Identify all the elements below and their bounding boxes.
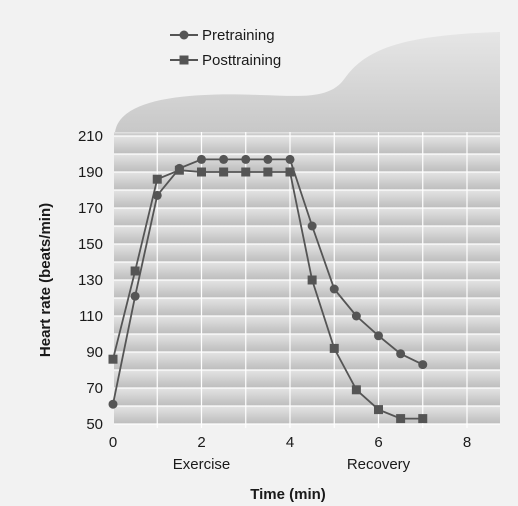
pretraining-point xyxy=(241,155,250,164)
pretraining-point xyxy=(396,349,405,358)
x-tick-label: 6 xyxy=(374,434,383,451)
pretraining-point xyxy=(219,155,228,164)
y-tick-label: 130 xyxy=(77,272,103,289)
y-tick-label: 150 xyxy=(77,236,103,253)
pretraining-point xyxy=(286,155,295,164)
x-tick-label: 0 xyxy=(108,434,118,451)
plot-band xyxy=(114,136,500,154)
y-tick-label: 190 xyxy=(77,164,103,181)
posttraining-point xyxy=(352,385,361,394)
y-tick-label: 210 xyxy=(77,128,103,145)
plot-band xyxy=(114,406,500,424)
posttraining-point xyxy=(109,355,118,364)
pretraining-point xyxy=(418,360,427,369)
x-tick-label: 2 xyxy=(197,434,206,451)
legend-posttraining-marker xyxy=(180,56,189,65)
x-axis-title: Time (min) xyxy=(250,486,326,503)
pretraining-point xyxy=(308,222,317,231)
plot-band xyxy=(114,172,500,190)
posttraining-point xyxy=(197,168,206,177)
plot-band xyxy=(114,154,500,172)
posttraining-point xyxy=(241,168,250,177)
pretraining-point xyxy=(263,155,272,164)
posttraining-point xyxy=(219,168,228,177)
posttraining-point xyxy=(418,414,427,423)
phase-label-exercise: Exercise xyxy=(172,456,231,473)
plot-band xyxy=(114,334,500,352)
plot-band xyxy=(114,370,500,388)
pretraining-point xyxy=(374,331,383,340)
pretraining-point xyxy=(131,292,140,301)
legend-pretraining-label: Pretraining xyxy=(202,27,275,44)
y-tick-label: 110 xyxy=(79,308,103,325)
plot-header-wave xyxy=(115,32,500,132)
plot-band xyxy=(114,316,500,334)
posttraining-point xyxy=(396,414,405,423)
legend-posttraining-label: Posttraining xyxy=(202,52,282,69)
y-axis-title: Heart rate (beats/min) xyxy=(37,202,54,358)
posttraining-point xyxy=(131,267,140,276)
pretraining-point xyxy=(197,155,206,164)
plot-band xyxy=(114,352,500,370)
pretraining-point xyxy=(352,312,361,321)
posttraining-point xyxy=(263,168,272,177)
posttraining-point xyxy=(175,166,184,175)
posttraining-point xyxy=(308,276,317,285)
plot-band xyxy=(114,298,500,316)
posttraining-point xyxy=(330,344,339,353)
y-tick-label: 70 xyxy=(86,380,103,397)
plot-background xyxy=(114,132,500,424)
y-tick-labels xyxy=(78,128,103,433)
plot-band xyxy=(114,388,500,406)
x-tick-label: 8 xyxy=(462,434,472,451)
legend-pretraining-marker xyxy=(180,31,189,40)
plot-band xyxy=(114,280,500,298)
y-tick-label: 90 xyxy=(86,344,103,361)
legend xyxy=(170,27,281,69)
x-tick-labels xyxy=(109,434,471,451)
x-tick-label: 4 xyxy=(285,434,295,451)
y-tick-label: 170 xyxy=(77,200,103,217)
posttraining-point xyxy=(153,175,162,184)
posttraining-point xyxy=(374,405,383,414)
phase-label-recovery: Recovery xyxy=(346,456,411,473)
plot-band xyxy=(114,226,500,244)
pretraining-point xyxy=(109,400,118,409)
posttraining-point xyxy=(286,168,295,177)
plot-band xyxy=(114,262,500,280)
plot-band xyxy=(114,190,500,208)
pretraining-point xyxy=(330,285,339,294)
y-tick-label: 50 xyxy=(86,416,103,433)
